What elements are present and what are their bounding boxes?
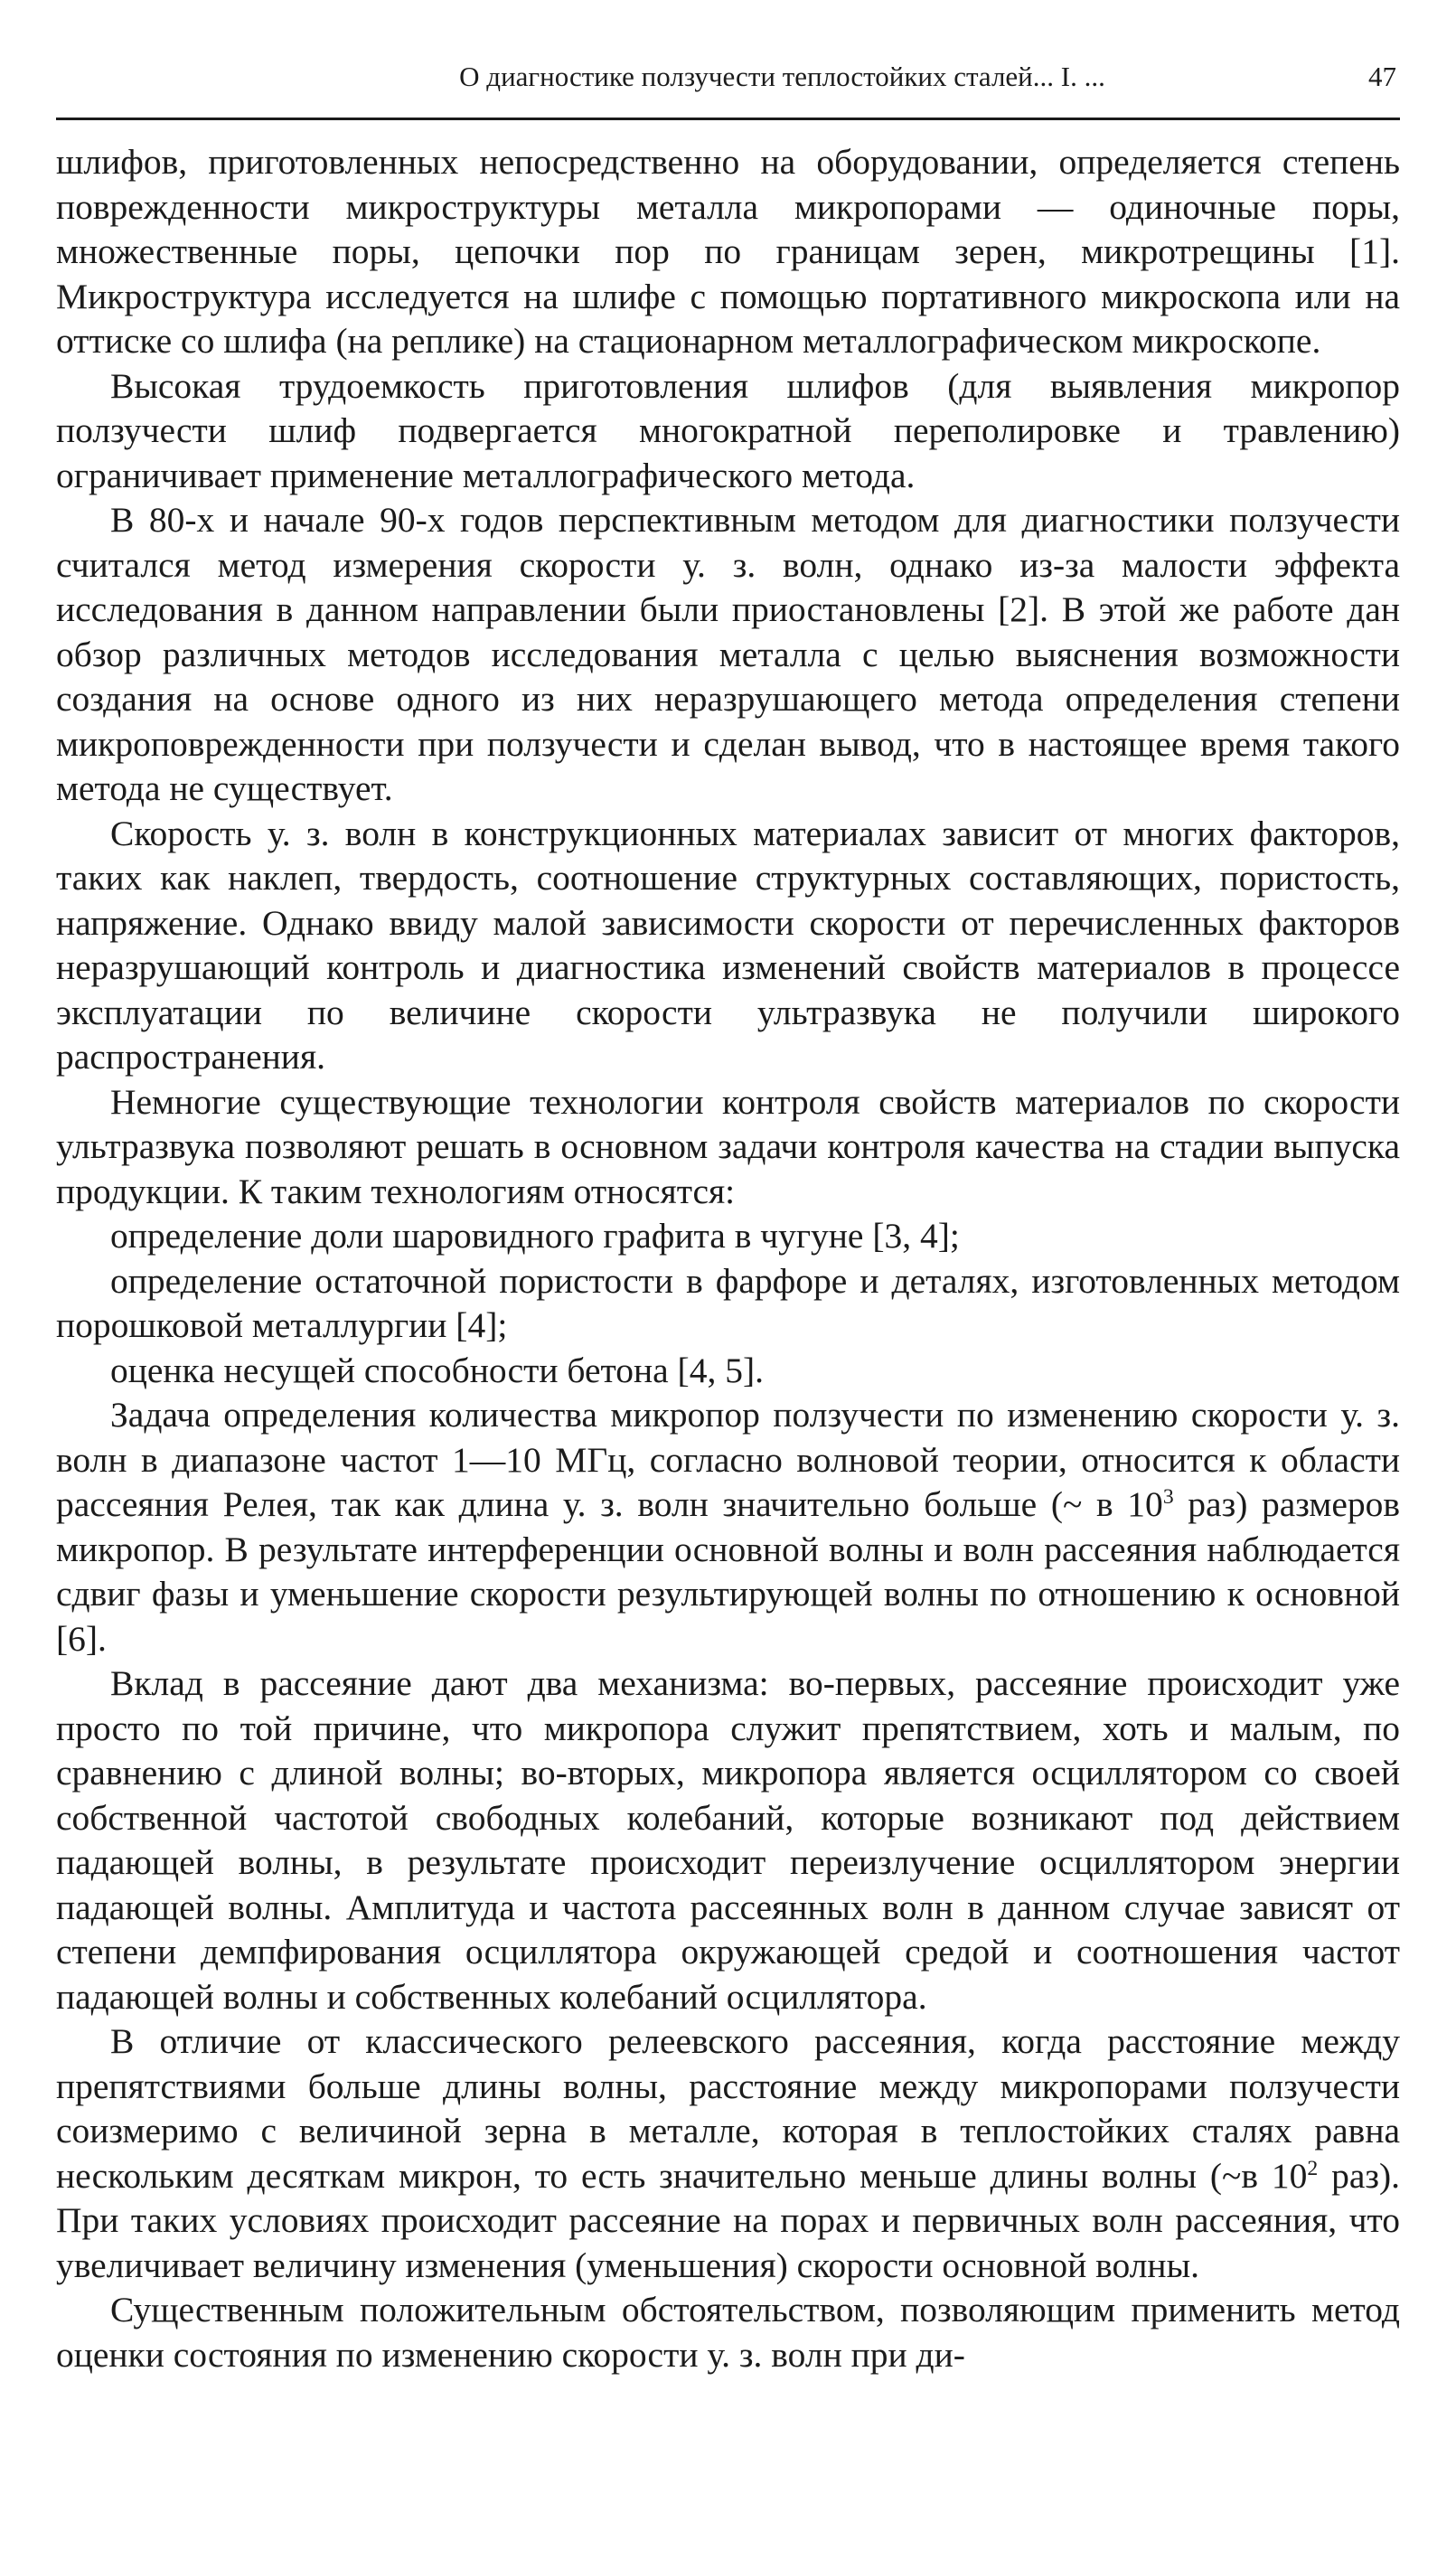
paragraph-6-exponent: 3 [1162, 1484, 1174, 1509]
list-item-2: определение остаточной пористости в фарфоре и деталях, изготовленных методом порошковой металлургии [4]; [56, 1260, 1400, 1345]
paragraph-9: Существенным положительным обстоятельством, позволяющим применить метод оценки состояния по изменению скорости у. з. волн при ди- [56, 2290, 1400, 2375]
paragraph-2: Высокая трудоемкость приготовления шлифов (для выявления микропор ползучести шлиф подвергается многократной переполировке и травлению) ограничивает применение металлографического метода. [56, 365, 1400, 495]
paragraph-5: Немногие существующие технологии контроля свойств материалов по скорости ультразвука позволяют решать в основном задачи контроля качества на стадии выпуска продукции. К таким технологиям относятся: [56, 1081, 1400, 1211]
paragraph-4: Скорость у. з. волн в конструкционных материалах зависит от многих факторов, таких как наклеп, твердость, соотношение структурных составляющих, пористость, напряжение. Однако ввиду малой зависимости скорости от перечисленных факторов неразрушающий контроль и диагностика изменений свойств материалов в процессе эксплуатации по величине скорости ультразвука не получили широкого распространения. [56, 813, 1400, 1077]
running-title: О диагностике ползучести теплостойких сталей... I. ... [459, 61, 1105, 92]
list-item-3: оценка несущей способности бетона [4, 5]. [110, 1350, 764, 1390]
header-rule [56, 118, 1400, 120]
paragraph-6-text-a: Задача определения количества микропор ползучести по изменению скорости у. з. волн в диапазоне частот 1—10 МГц, согласно волновой теории, относится к области рассеяния Релея, так как длина у. з. волн значительно больше (~ в 10 [56, 1395, 1400, 1524]
paragraph-8-exponent: 2 [1307, 2156, 1319, 2180]
paragraph-6 [56, 1393, 1400, 1661]
paragraph-1: шлифов, приготовленных непосредственно на оборудовании, определяется степень поврежденности микроструктуры металла микропорами — одиночные поры, множественные поры, цепочки пор по границам зерен, микротрещины [1]. Микроструктура исследуется на шлифе с помощью портативного микроскопа или на оттиске со шлифа (на реплике) на стационарном металлографическом микроскопе. [56, 142, 1400, 361]
paragraph-7: Вклад в рассеяние дают два механизма: во-первых, рассеяние происходит уже просто по той причине, что микропора служит препятствием, хоть и малым, по сравнению с длиной волны; во-вторых, микропора является осциллятором со своей собственной частотой свободных колебаний, которые возникают под действием падающей волны, в результате происходит переизлучение осциллятором энергии падающей волны. Амплитуда и частота рассеянных волн в данном случае зависят от степени демпфирования осциллятора окружающей средой и соотношения частот падающей волны и собственных колебаний осциллятора. [56, 1663, 1400, 2017]
paragraph-8 [56, 2019, 1400, 2288]
body-text [56, 140, 1400, 2377]
paragraph-8-text-b: раз). При таких условиях происходит рассеяние на порах и первичных волн рассеяния, что увеличивает величину изменения (уменьшения) скорости основной волны. [56, 2155, 1400, 2285]
running-header [56, 56, 1400, 98]
journal-page [56, 56, 1400, 2377]
paragraph-8-text-a: В отличие от классического релеевского рассеяния, когда расстояние между препятствиями больше длины волны, расстояние между микропорами ползучести соизмеримо с величиной зерна в металле, которая в теплостойких сталях равна нескольким десяткам микрон, то есть значительно меньше длины волны (~в 10 [56, 2021, 1400, 2196]
paragraph-6-text-b: раз) размеров микропор. В результате интерференции основной волны и волн рассеяния наблюдается сдвиг фазы и уменьшение скорости результирующей волны по отношению к основной [6]. [56, 1484, 1400, 1659]
page-number: 47 [1368, 61, 1396, 92]
list-item-1: определение доли шаровидного графита в чугуне [3, 4]; [110, 1216, 960, 1256]
paragraph-3: В 80-х и начале 90-х годов перспективным методом для диагностики ползучести считался метод измерения скорости у. з. волн, однако из-за малости эффекта исследования в данном направлении были приостановлены [2]. В этой же работе дан обзор различных методов исследования металла с целью выяснения возможности создания на основе одного из них неразрушающего метода определения степени микроповрежденности при ползучести и сделан вывод, что в настоящее время такого метода не существует. [56, 500, 1400, 808]
